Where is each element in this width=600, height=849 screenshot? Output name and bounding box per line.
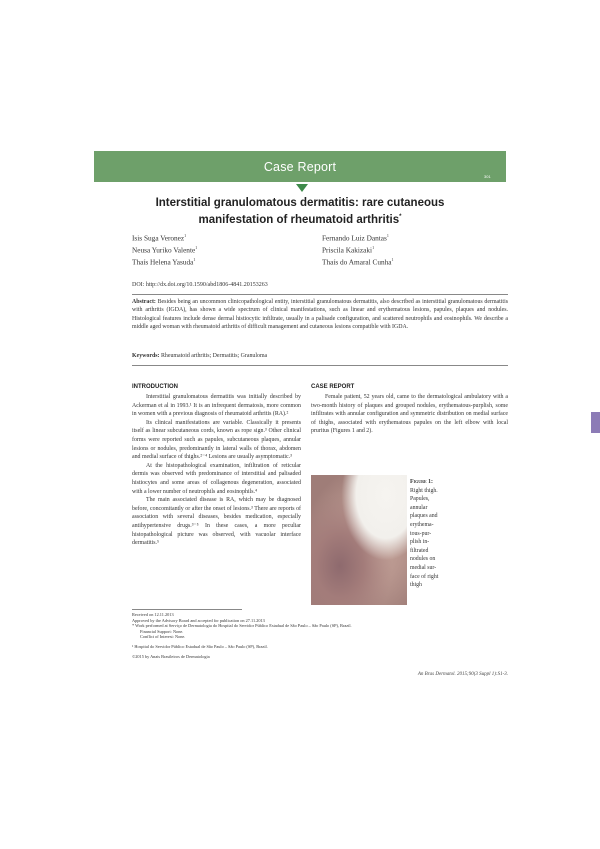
title-line-1: Interstitial granulomatous dermatitis: rare cutaneous [155,197,445,209]
keywords-text: Rheumatoid arthritis; Dermatitis; Granuloma [160,353,268,359]
page-number: 301 [484,174,491,179]
doi-link[interactable]: DOI: http://dx.doi.org/10.1590/abd1806-4841.20153263 [132,282,268,288]
figure-1-caption: Figure 1: Right thigh. Papules, annular plaques and erythema- tous-pur- plish in- filtrated nodules on medial sur- face of right thigh [410,479,439,589]
conflict-of-interest: Conflict of Interest: None. [140,634,186,640]
author-5: Priscila Kakizaki$^1$ [322,245,375,255]
abstract-top-rule [132,294,508,295]
title-footnote-mark: * [399,214,402,220]
case-report-body [311,393,508,436]
case-paragraph-1: Female patient, 52 years old, came to the dermatological ambulatory with a two-month history of plaques and grouped nodules, erythematous-purplish, some infiltrates with annular configuration and symmetric distribution on medial surface of thighs, associated with erythematous papules on the left elbow with local pruritus (Figures 1 and 2). [311,394,508,435]
copyright-note: ©2015 by Anais Brasileiros de Dermatologia [132,653,210,659]
footnotes [132,612,508,659]
affiliation-note: ¹ Hospital do Servidor Público Estadual de São Paulo – São Paulo (SP), Brazil. [132,643,268,649]
article-title [130,196,470,227]
down-triangle-icon [296,184,308,192]
author-4: Fernando Luiz Dantas$^1$ [322,233,389,243]
section-title: Case Report [263,160,337,174]
intro-paragraph-2: Its clinical manifestations are variable. Classically it presents itself as linear subcutaneous cords, known as rope sign.³ Other clinical forms were reported such as papules, subcutaneous plaques, annular lesions or nodules, predominantly in lateral walls of thorax, abdomen and medial surface of thighs.²⁻⁴ Lesions are usually asymptomatic.³ [132,419,301,461]
keywords [132,352,508,360]
side-tab-marker [591,412,600,433]
abstract [132,298,508,332]
author-2: Neusa Yuriko Valente$^1$ [132,245,198,255]
abstract-label: Abstract: [132,299,156,305]
financial-support: Financial Support: None. [140,628,184,634]
intro-paragraph-1: Interstitial granulomatous dermatitis was initially described by Ackerman et al in 1993.¹ It is an infrequent dermatosis, more common in women with a previous diagnosis of rheumatoid arthritis (RA).² [132,394,301,418]
abstract-bottom-rule [132,365,508,366]
figure-1-photo [311,475,407,605]
intro-paragraph-3: At the histopathological examination, infiltration of reticular dermis was observed with predominance of interstitial and palisaded histiocytes and some areas of collagenous degeneration, associated with a lower number of neutrophils and eosinophils.⁴ [132,462,301,495]
keywords-label: Keywords: [132,353,160,359]
introduction-heading: INTRODUCTION [132,384,178,390]
figure-1-label: Figure 1: [410,479,433,485]
received-date: Received on 12.11.2013 [132,612,174,617]
abstract-text: Besides being an uncommon clinicopathological entity, interstitial granulomatous dermatitis, also described as interstitial granulomatous dermatitis with arthritis (IGDA), has shown a wide spectrum of clinical manifestations, such as linear and erythematous lesions, papules, plaques and nodules. Histological features include dense dermal histiocytic infiltrate, usually in a palisade configuration, and scattered neutrophils and eosinophils. We describe a middle aged woman with rheumatoid arthritis of difficult management and cutaneous lesions compatible with IGDA. [132,299,508,331]
footnote-rule [132,609,242,610]
author-6: Thaís do Amaral Cunha$^1$ [322,257,394,267]
title-line-2: manifestation of rheumatoid arthritis [198,213,400,226]
approved-date: Approved by the Advisory Board and accepted for publication on 27.11.2013 [132,617,265,623]
journal-reference: An Bras Dermatol. 2015;90(3 Suppl 1):S1-3. [417,672,508,677]
author-1: Isis Suga Veronez$^1$ [132,233,187,243]
intro-paragraph-4: The main associated disease is RA, which may be diagnosed before, concomitantly or after the onset of lesions.³ There are reports of association with several diseases, besides medication, especially antihypertensive drugs.³⁻⁵ In these cases, a more peculiar histopathological picture was observed, with vacuolar interface dermatitis.⁵ [132,497,301,547]
author-3: Thaís Helena Yasuda$^1$ [132,257,196,267]
work-note: * Work performed at Serviço de Dermatologia do Hospital do Servidor Público Estadual de São Paulo – São Paulo (SP), Brazil. [132,623,352,629]
introduction-body [132,393,301,548]
case-report-heading: CASE REPORT [311,384,355,390]
